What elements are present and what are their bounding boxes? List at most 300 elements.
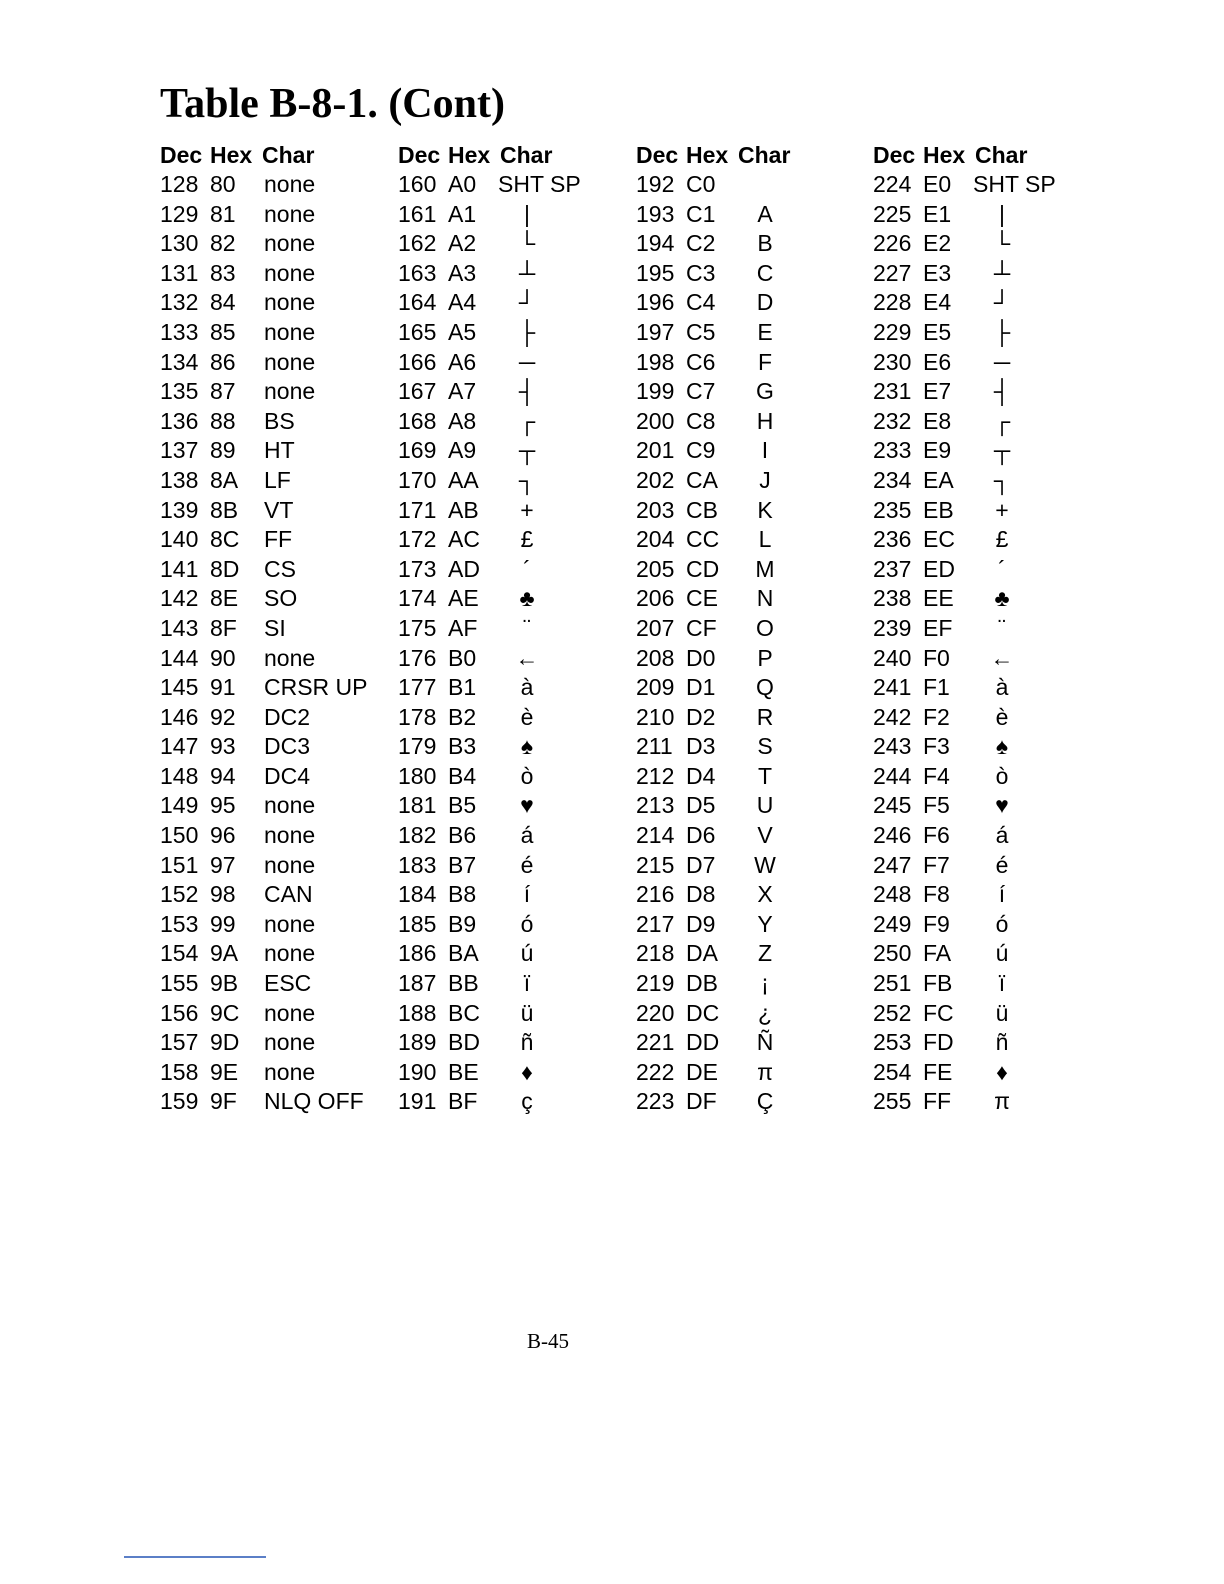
dec-cell: 186 (398, 940, 437, 967)
dec-cell: 227 (873, 259, 912, 286)
char-cell: ü (995, 999, 1009, 1026)
dec-cell: 151 (160, 851, 199, 878)
char-cell: ♣ (519, 585, 535, 612)
char-cell: X (757, 881, 773, 908)
hex-cell: A0 (448, 171, 477, 197)
hex-cell: FA (923, 940, 952, 967)
dec-cell: 251 (873, 970, 912, 997)
char-cell: + (995, 496, 1009, 523)
char-cell: ♣ (994, 585, 1010, 612)
char-cell: ├ (518, 318, 536, 345)
hex-cell: A9 (448, 437, 477, 464)
hex-cell: 93 (210, 733, 236, 760)
char-cell: G (756, 378, 774, 405)
dec-cell: 169 (398, 437, 437, 464)
char-cell: ♦ (996, 1058, 1008, 1085)
hex-cell: F0 (923, 644, 950, 671)
hex-cell: 97 (210, 851, 236, 878)
hex-cell: E2 (923, 230, 952, 257)
dec-cell: 168 (398, 407, 437, 434)
page-number: B-45 (527, 1329, 569, 1353)
dec-cell: 238 (873, 585, 912, 612)
char-cell: none (264, 1029, 316, 1056)
char-cell: O (756, 614, 774, 641)
dec-cell: 153 (160, 910, 199, 937)
hex-cell: 88 (210, 407, 236, 434)
char-cell: ò (995, 762, 1009, 789)
dec-cell: 209 (636, 674, 675, 701)
hex-cell: E0 (923, 171, 952, 197)
dec-cell: 229 (873, 318, 912, 345)
dec-cell: 155 (160, 970, 199, 997)
footer-rule (124, 1556, 266, 1558)
char-cell: M (755, 555, 775, 582)
dec-cell: 228 (873, 289, 912, 316)
char-cell: DC4 (264, 762, 311, 789)
char-cell: W (754, 851, 776, 878)
char-cell: N (756, 585, 774, 612)
dec-cell: 253 (873, 1029, 912, 1056)
char-cell: none (264, 940, 316, 967)
hex-cell: BB (448, 970, 479, 997)
char-cell: none (264, 1058, 316, 1085)
hex-cell: 9D (210, 1029, 240, 1056)
char-cell: BS (264, 407, 295, 434)
hex-cell: DD (686, 1029, 720, 1056)
char-cell: none (264, 378, 316, 405)
dec-cell: 248 (873, 881, 912, 908)
char-cell: none (264, 200, 316, 227)
hex-cell: 98 (210, 881, 236, 908)
dec-cell: 180 (398, 762, 437, 789)
dec-cell: 195 (636, 259, 675, 286)
dec-cell: 150 (160, 822, 199, 849)
char-cell: none (264, 230, 316, 257)
hex-cell: B1 (448, 674, 477, 701)
dec-cell: 183 (398, 851, 437, 878)
hex-cell: 9E (210, 1058, 239, 1085)
dec-cell: 216 (636, 881, 675, 908)
char-cell: ┬ (993, 437, 1011, 464)
char-cell: ┌ (993, 407, 1011, 434)
hex-cell: CC (686, 526, 720, 553)
hex-cell: A8 (448, 407, 477, 434)
hex-cell: 9A (210, 940, 239, 967)
header-hex: Hex (923, 142, 966, 168)
char-cell: á (995, 822, 1009, 849)
hex-cell: 96 (210, 822, 236, 849)
dec-cell: 247 (873, 851, 912, 878)
hex-cell: C9 (686, 437, 716, 464)
dec-cell: 158 (160, 1058, 199, 1085)
hex-cell: AD (448, 555, 480, 582)
dec-cell: 182 (398, 822, 437, 849)
char-cell: I (761, 437, 769, 464)
dec-cell: 218 (636, 940, 675, 967)
hex-cell: BE (448, 1058, 479, 1085)
dec-cell: 140 (160, 526, 199, 553)
char-cell: none (264, 348, 316, 375)
dec-cell: 134 (160, 348, 199, 375)
hex-cell: C8 (686, 407, 716, 434)
hex-cell: B7 (448, 851, 477, 878)
char-cell: Y (757, 910, 773, 937)
char-cell: ┴ (993, 259, 1011, 286)
dec-cell: 246 (873, 822, 912, 849)
char-cell: none (264, 792, 316, 819)
char-cell: F (757, 348, 773, 375)
dec-cell: 232 (873, 407, 912, 434)
char-cell: ESC (264, 970, 312, 997)
dec-cell: 250 (873, 940, 912, 967)
hex-cell: E7 (923, 378, 952, 405)
dec-cell: 161 (398, 200, 437, 227)
dec-cell: 148 (160, 762, 199, 789)
hex-cell: F6 (923, 822, 950, 849)
dec-cell: 230 (873, 348, 912, 375)
hex-cell: EE (923, 585, 954, 612)
hex-cell: B6 (448, 822, 477, 849)
hex-cell: 8B (210, 496, 239, 523)
char-cell: ¨ (523, 614, 531, 641)
header-char: Char (262, 142, 315, 168)
dec-cell: 189 (398, 1029, 437, 1056)
hex-cell: CE (686, 585, 718, 612)
dec-cell: 214 (636, 822, 675, 849)
char-cell: £ (995, 526, 1009, 553)
hex-cell: A5 (448, 318, 477, 345)
hex-cell: 9B (210, 970, 239, 997)
dec-cell: 239 (873, 614, 912, 641)
char-cell: ó (520, 910, 534, 937)
hex-cell: A3 (448, 259, 477, 286)
char-cell: è (995, 703, 1009, 730)
char-cell: ó (995, 910, 1009, 937)
dec-cell: 235 (873, 496, 912, 523)
dec-cell: 224 (873, 171, 912, 197)
char-cell: └ (993, 230, 1011, 257)
dec-cell: 164 (398, 289, 437, 316)
char-cell: ú (520, 940, 534, 967)
dec-cell: 194 (636, 230, 675, 257)
dec-cell: 203 (636, 496, 675, 523)
dec-cell: 241 (873, 674, 912, 701)
dec-cell: 156 (160, 999, 199, 1026)
char-cell: Q (756, 674, 774, 701)
hex-cell: FE (923, 1058, 953, 1085)
dec-cell: 149 (160, 792, 199, 819)
hex-cell: DA (686, 940, 718, 967)
char-cell: π (994, 1088, 1010, 1115)
dec-cell: 221 (636, 1029, 675, 1056)
char-cell: ï (998, 970, 1006, 997)
dec-cell: 162 (398, 230, 437, 257)
char-cell: SO (264, 585, 298, 612)
char-cell: LF (264, 466, 291, 493)
char-cell: none (264, 259, 316, 286)
char-cell: + (520, 496, 534, 523)
char-cell: ü (520, 999, 534, 1026)
char-cell: ─ (518, 348, 536, 375)
char-cell: none (264, 822, 316, 849)
char-cell: E (757, 318, 773, 345)
char-cell: DC2 (264, 703, 311, 730)
dec-cell: 172 (398, 526, 437, 553)
char-cell: é (995, 851, 1009, 878)
hex-cell: CB (686, 496, 718, 523)
char-cell: £ (520, 526, 534, 553)
char-cell: Z (757, 940, 773, 967)
char-cell: ñ (520, 1029, 534, 1056)
dec-cell: 213 (636, 792, 675, 819)
char-cell: ♠ (995, 733, 1009, 760)
header-dec: Dec (636, 142, 679, 168)
dec-cell: 147 (160, 733, 199, 760)
dec-cell: 184 (398, 881, 437, 908)
dec-cell: 152 (160, 881, 199, 908)
hex-cell: C5 (686, 318, 716, 345)
dec-cell: 163 (398, 259, 437, 286)
hex-cell: B8 (448, 881, 477, 908)
dec-cell: 175 (398, 614, 437, 641)
hex-cell: CD (686, 555, 720, 582)
hex-cell: AA (448, 466, 479, 493)
hex-cell: D5 (686, 792, 716, 819)
char-cell: none (264, 851, 316, 878)
dec-cell: 252 (873, 999, 912, 1026)
char-cell: C (756, 259, 774, 286)
dec-cell: 205 (636, 555, 675, 582)
hex-cell: B0 (448, 644, 477, 671)
char-cell: é (520, 851, 534, 878)
hex-cell: 9F (210, 1088, 237, 1115)
char-cell: ┐ (993, 466, 1011, 493)
char-cell: P (757, 644, 773, 671)
dec-cell: 231 (873, 378, 912, 405)
dec-cell: 136 (160, 407, 199, 434)
char-cell: A (757, 200, 773, 227)
char-cell: none (264, 999, 316, 1026)
char-cell: à (520, 674, 534, 701)
hex-cell: D8 (686, 881, 716, 908)
hex-cell: A6 (448, 348, 477, 375)
dec-cell: 131 (160, 259, 199, 286)
hex-cell: 80 (210, 171, 236, 197)
hex-cell: A4 (448, 289, 477, 316)
hex-cell: D9 (686, 910, 716, 937)
hex-cell: D0 (686, 644, 716, 671)
dec-cell: 198 (636, 348, 675, 375)
dec-cell: 244 (873, 762, 912, 789)
header-hex: Hex (210, 142, 253, 168)
hex-cell: C1 (686, 200, 716, 227)
char-cell: HT (264, 437, 295, 464)
char-cell: NLQ OFF (264, 1088, 364, 1115)
hex-cell: C2 (686, 230, 716, 257)
char-cell: ´ (523, 555, 531, 582)
hex-cell: FD (923, 1029, 954, 1056)
hex-cell: DB (686, 970, 718, 997)
header-char: Char (738, 142, 791, 168)
dec-cell: 208 (636, 644, 675, 671)
dec-cell: 204 (636, 526, 675, 553)
char-cell: π (757, 1058, 773, 1085)
hex-cell: CA (686, 466, 718, 493)
dec-cell: 222 (636, 1058, 675, 1085)
hex-cell: DF (686, 1088, 717, 1115)
hex-cell: BC (448, 999, 480, 1026)
hex-cell: F8 (923, 881, 950, 908)
char-cell: ┘ (518, 289, 536, 316)
hex-cell: E3 (923, 259, 952, 286)
dec-cell: 237 (873, 555, 912, 582)
hex-cell: 83 (210, 259, 236, 286)
char-cell: DC3 (264, 733, 311, 760)
dec-cell: 177 (398, 674, 437, 701)
dec-cell: 139 (160, 496, 199, 523)
dec-cell: 135 (160, 378, 199, 405)
char-cell: ç (521, 1088, 533, 1115)
dec-cell: 196 (636, 289, 675, 316)
hex-cell: B9 (448, 910, 477, 937)
hex-cell: 9C (210, 999, 240, 1026)
hex-cell: DC (686, 999, 720, 1026)
header-char: Char (500, 142, 553, 168)
char-cell: B (757, 230, 773, 257)
hex-cell: FB (923, 970, 953, 997)
hex-cell: BD (448, 1029, 480, 1056)
char-cell: SI (264, 614, 286, 641)
dec-cell: 154 (160, 940, 199, 967)
hex-cell: AB (448, 496, 479, 523)
dec-cell: 255 (873, 1088, 912, 1115)
dec-cell: 254 (873, 1058, 912, 1085)
char-cell: VT (264, 496, 294, 523)
dec-cell: 240 (873, 644, 912, 671)
dec-cell: 226 (873, 230, 912, 257)
dec-cell: 188 (398, 999, 437, 1026)
char-cell: ← (990, 644, 1014, 671)
char-cell: á (520, 822, 534, 849)
hex-cell: F2 (923, 703, 950, 730)
dec-cell: 166 (398, 348, 437, 375)
hex-cell: AE (448, 585, 479, 612)
hex-cell: F5 (923, 792, 950, 819)
char-cell: Ñ (756, 1029, 774, 1056)
hex-cell: 84 (210, 289, 236, 316)
char-cell: K (757, 496, 773, 523)
hex-cell: 8E (210, 585, 239, 612)
char-cell: ┌ (518, 407, 536, 434)
dec-cell: 206 (636, 585, 675, 612)
dec-cell: 160 (398, 171, 437, 197)
char-cell: ú (995, 940, 1009, 967)
hex-cell: 82 (210, 230, 236, 257)
hex-cell: A1 (448, 200, 477, 227)
char-cell: ┤ (993, 378, 1011, 405)
char-cell: ┬ (518, 437, 536, 464)
char-cell: ¡ (761, 970, 769, 997)
hex-cell: C4 (686, 289, 716, 316)
dec-cell: 173 (398, 555, 437, 582)
dec-cell: 143 (160, 614, 199, 641)
char-cell: ← (515, 644, 539, 671)
char-cell: ò (520, 762, 534, 789)
hex-cell: B2 (448, 703, 477, 730)
dec-cell: 187 (398, 970, 437, 997)
hex-cell: C0 (686, 171, 716, 197)
dec-cell: 192 (636, 171, 675, 197)
dec-cell: 199 (636, 378, 675, 405)
dec-cell: 219 (636, 970, 675, 997)
header-hex: Hex (448, 142, 491, 168)
dec-cell: 210 (636, 703, 675, 730)
hex-cell: E9 (923, 437, 952, 464)
char-cell: D (756, 289, 774, 316)
hex-cell: CF (686, 614, 717, 641)
page-title: Table B-8-1. (Cont) (160, 81, 505, 127)
dec-cell: 234 (873, 466, 912, 493)
hex-cell: F9 (923, 910, 950, 937)
hex-cell: 92 (210, 703, 236, 730)
hex-cell: C3 (686, 259, 716, 286)
hex-cell: 89 (210, 437, 236, 464)
dec-cell: 249 (873, 910, 912, 937)
dec-cell: 130 (160, 230, 199, 257)
hex-cell: E1 (923, 200, 952, 227)
dec-cell: 159 (160, 1088, 199, 1115)
dec-cell: 200 (636, 407, 675, 434)
char-cell: í (523, 881, 531, 908)
hex-cell: A7 (448, 378, 477, 405)
hex-cell: BA (448, 940, 479, 967)
hex-cell: B4 (448, 762, 477, 789)
char-cell: V (757, 822, 773, 849)
hex-cell: F3 (923, 733, 950, 760)
dec-cell: 212 (636, 762, 675, 789)
dec-cell: 217 (636, 910, 675, 937)
hex-cell: 94 (210, 762, 236, 789)
hex-cell: AF (448, 614, 478, 641)
char-cell: ─ (993, 348, 1011, 375)
char-cell: | (999, 200, 1005, 227)
char-cell: SHT SP (973, 171, 1056, 197)
hex-cell: E8 (923, 407, 952, 434)
header-dec: Dec (160, 142, 203, 168)
hex-cell: 95 (210, 792, 236, 819)
dec-cell: 171 (398, 496, 437, 523)
hex-cell: F7 (923, 851, 950, 878)
char-cell: ♥ (520, 792, 534, 819)
dec-cell: 141 (160, 555, 199, 582)
dec-cell: 133 (160, 318, 199, 345)
hex-cell: EA (923, 466, 954, 493)
dec-cell: 176 (398, 644, 437, 671)
dec-cell: 215 (636, 851, 675, 878)
dec-cell: 146 (160, 703, 199, 730)
dec-cell: 191 (398, 1088, 437, 1115)
char-cell: └ (518, 230, 536, 257)
hex-cell: AC (448, 526, 480, 553)
hex-cell: D6 (686, 822, 716, 849)
hex-cell: D7 (686, 851, 716, 878)
dec-cell: 138 (160, 466, 199, 493)
hex-cell: BF (448, 1088, 478, 1115)
dec-cell: 243 (873, 733, 912, 760)
hex-cell: DE (686, 1058, 718, 1085)
dec-cell: 193 (636, 200, 675, 227)
hex-cell: 8F (210, 614, 237, 641)
